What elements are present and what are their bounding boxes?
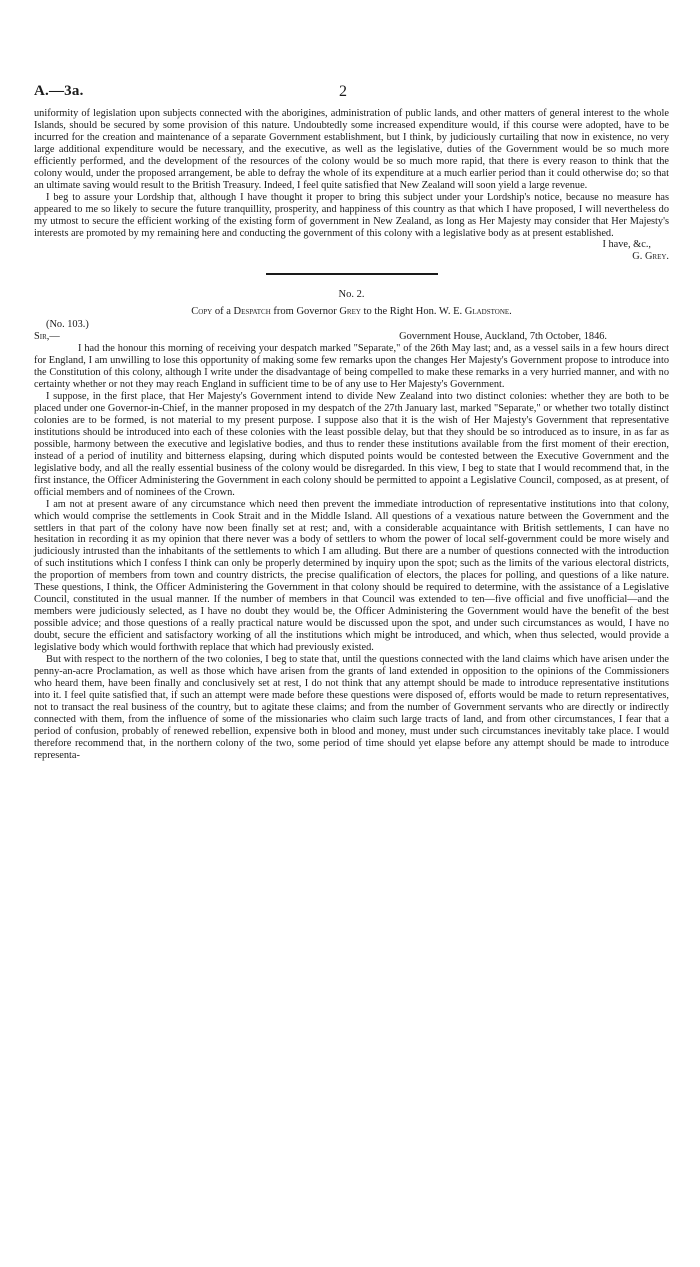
despatch-title <box>34 306 669 318</box>
title-of-a: of a <box>214 306 231 318</box>
document-reference: A.—3a. <box>34 83 84 99</box>
place-and-date: Government House, Auckland, 7th October, 1846. <box>399 331 607 343</box>
title-copy: Copy <box>191 306 213 318</box>
signature: G. Grey. <box>632 251 669 263</box>
title-gladstone: Gladstone. <box>464 306 512 318</box>
salutation-row <box>34 331 669 343</box>
despatch-serial-number: (No. 103.) <box>46 319 89 331</box>
page-header <box>34 83 674 103</box>
title-despatch: Despatch <box>233 306 271 318</box>
despatch-number-heading: No. 2. <box>338 289 365 301</box>
continued-paragraph-2: I beg to assure your Lordship that, although I have thought it proper to bring this subject under your Lordship's notice, because no measure has appeared to me so likely to secure the future tranquillity, prosperity, and happiness of this country as that which I have proposed, I will nevertheless do my utmost to secure the efficient working of the existing form of government in New Zealand, as long as Her Majesty may consider that Her Majesty's interests are promoted by my remaining here and conducting the government of this colony with a legislative body as at present established. <box>34 191 669 239</box>
title-to-right-hon: to the Right Hon. W. E. <box>363 306 463 318</box>
continued-paragraph-1: uniformity of legislation upon subjects connected with the aborigines, administration of public lands, and other matters of general interest to the whole Islands, should be secured by some provision of this nature. Undoubtedly some increased expenditure would, if this course were adopted, have to be incurred for the creation and maintenance of a separate Government establishment, but I think, by judiciously curtailing that now in existence, no very large additional expenditure would be necessary, and the executive, as well as the legislative, duties of the Government would be so much more efficiently performed, and the development of the resources of the colony would be so much more rapid, that there is every reason to think that the colony would, under the proposed arrangement, be able to defray the whole of its expenditure at a much earlier period than it could otherwise do; so that an ultimate saving would result to the British Treasury. Indeed, I feel quite satisfied that New Zealand will soon yield a large revenue. <box>34 108 669 191</box>
despatch-paragraph-3: I am not at present aware of any circumstance which need then prevent the immediate introduction of representative institutions into that colony, which would comprise the settlements in Cook Strait and in the Middle Island. All questions of a vexatious nature between the Government and the settlers in that part of the colony have now been finally set at rest; and, with a considerable acquaintance with British settlements, I can have no hesitation in recording it as my opinion that there never was a body of settlers to whom the power of local self-government could be more wisely and judiciously intrusted than the inhabitants of the settlements to which I am alluding. But there are a number of questions connected with the introduction of such institutions which I confess I think can only be properly determined by inquiry upon the spot; such as the limits of the various electoral districts, the proportion of members from town and country districts, the precise qualification of electors, the places for polling, and questions of a like nature. These questions, I think, the Officer Administering the Government in that colony should be required to determine, with the assistance of a Legislative Council, constituted in the usual manner. If the number of members in that Council was extended to ten—five official and five unofficial—and the members were judiciously selected, as I have no doubt they would be, the Officer Administering the Government would have the benefit of the best possible advice; and those questions of a really practical nature would be discussed upon the spot, and under such circumstances as would, I have no doubt, secure the efficient and satisfactory working of all the institutions which might be introduced, and which, when thus selected, would provide a legislative body which would forthwith replace that which had previously existed. <box>34 498 669 654</box>
title-grey: Grey <box>339 306 361 318</box>
page-body <box>34 108 669 762</box>
salutation: Sir,— <box>34 331 60 343</box>
despatch-paragraph-1: I had the honour this morning of receiving your despatch marked "Separate," of the 26th May last; and, as a vessel sails in a few hours direct for England, I am unwilling to lose this opportunity of making some few remarks upon the changes Her Majesty's Government propose to introduce into the Constitution of this colony, although I write under the disadvantage of being compelled to make these remarks in a very hurried manner, and with no certainty whether or not they may reach England in sufficient time to be of any use to Her Majesty's Government. <box>34 343 669 391</box>
section-divider <box>266 273 438 275</box>
title-from-governor: from Governor <box>273 306 337 318</box>
closing-formula: I have, &c., <box>602 239 651 251</box>
despatch-paragraph-4: But with respect to the northern of the two colonies, I beg to state that, until the questions connected with the land claims which have arisen under the penny-an-acre Proclamation, as well as those which have arisen from the grants of land extended in opposition to the opinions of the Commissioners who heard them, have been finally and conclusively set at rest, I do not think that any attempt should be made to introduce representative institutions into it. I feel quite satisfied that, if such an attempt were made before these questions were disposed of, efforts would be made to return representatives, not to transact the real business of the country, but to agitate these claims; and from the number of Government servants who are directly or indirectly connected with them, from the influence of some of the missionaries who claim such large tracts of land, and from other circumstances, I fear that a period of confusion, probably of renewed rebellion, expensive both in blood and money, must under such circumstances inevitably take place. I would therefore recommend that, in the northern colony of the two, some period of time should yet elapse before any attempt should be made to introduce representa- <box>34 653 669 761</box>
page-number: 2 <box>339 83 347 100</box>
despatch-paragraph-2: I suppose, in the first place, that Her Majesty's Government intend to divide New Zealand into two distinct colonies: whether they are both to be placed under one Governor-in-Chief, in the manner proposed in my despatch of the 27th January last, marked "Separate," or whether two totally distinct colonies are to be formed, is not material to my present purpose. I suppose also that it is the wish of Her Majesty's Government that representative institutions should be introduced into each of these colonies with the least possible delay, but that they should be so introduced as to insure, in as far as possible, harmony between the executive and legislative bodies, and thus to render these institutions available from the first moment of their erection, instead of a period of inutility and bitterness elapsing, during which disputed points would be contested between the Executive Government and the legislative body, and all the really essential business of the colony would be disregarded. In this view, I beg to state that I would recommend that, in the first instance, the Officer Administering the Government in each colony should be permitted to appoint a Legislative Council, composed, as at present, of official members and of nominees of the Crown. <box>34 391 669 498</box>
